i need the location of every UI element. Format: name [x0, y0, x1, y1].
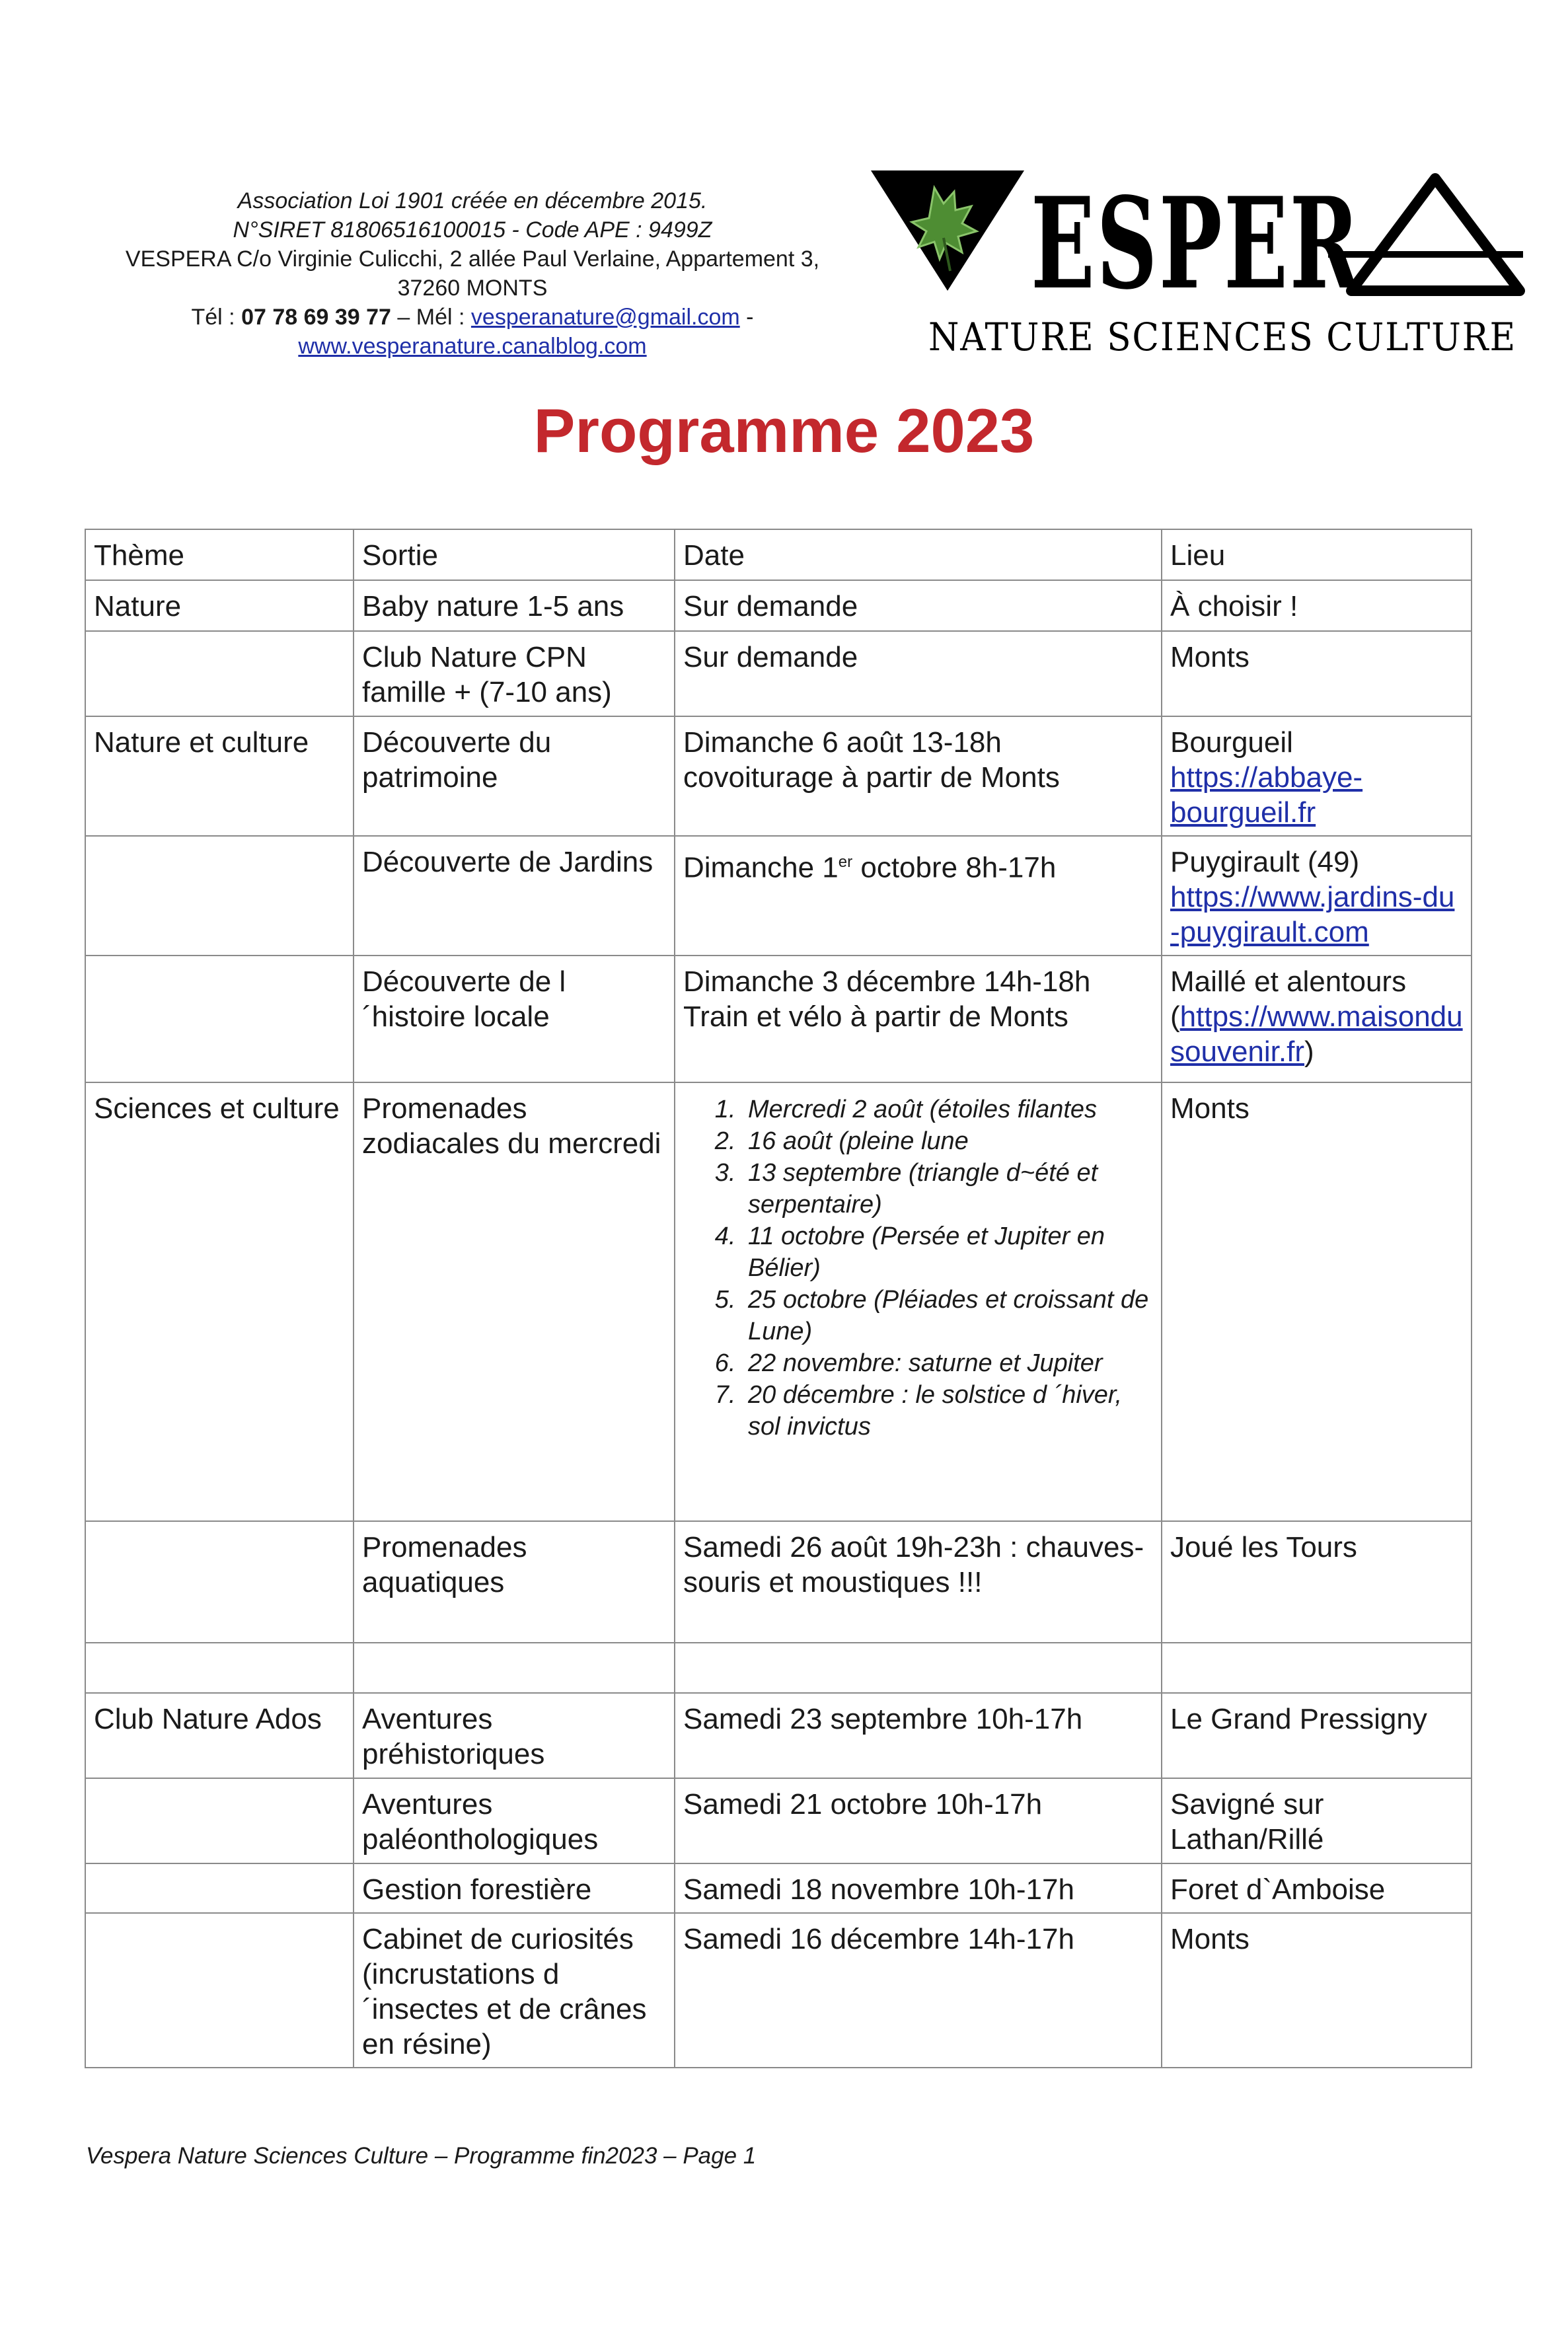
cell-sortie: Cabinet de curiosités (incrustations d ´insectes et de crânes en résine)	[354, 1913, 675, 2068]
cell-date	[675, 1082, 1162, 1521]
cell-lieu: Monts	[1162, 631, 1472, 716]
table-row	[85, 956, 1472, 1082]
table-header-row	[85, 529, 1472, 580]
cell-sortie: Découverte de Jardins	[354, 836, 675, 956]
cell-theme	[85, 836, 354, 956]
header-theme: Thème	[85, 529, 354, 580]
address-line: VESPERA C/o Virginie Culicchi, 2 allée Paul Verlaine, Appartement 3,	[125, 246, 820, 272]
table-row	[85, 836, 1472, 956]
list-item: 4. 11 octobre (Persée et Jupiter en Bélier)	[743, 1220, 1153, 1284]
cell-sortie: Découverte du patrimoine	[354, 716, 675, 836]
contact-line: Tél : 07 78 69 39 77 – Mél : vesperanature@gmail.com -	[191, 305, 754, 330]
cell-theme	[85, 631, 354, 716]
maison-souvenir-link[interactable]: https://www.maisondusouvenir.fr	[1170, 1000, 1463, 1068]
table-row	[85, 1082, 1472, 1521]
cell-date: Samedi 21 octobre 10h-17h	[675, 1778, 1162, 1863]
page-footer: Vespera Nature Sciences Culture – Programme fin2023 – Page 1	[86, 2143, 757, 2169]
cell-theme: Nature	[85, 580, 354, 631]
cell-date: Samedi 18 novembre 10h-17h	[675, 1863, 1162, 1913]
cell-sortie: Club Nature CPN famille + (7-10 ans)	[354, 631, 675, 716]
list-item: 5. 25 octobre (Pléiades et croissant de Lune)	[743, 1284, 1153, 1347]
list-item: 1. Mercredi 2 août (étoiles filantes	[743, 1094, 1153, 1125]
cell-theme: Nature et culture	[85, 716, 354, 836]
abbaye-link[interactable]: https://abbaye-bourgueil.fr	[1170, 761, 1363, 829]
table-row	[85, 631, 1472, 716]
cell-theme	[85, 1521, 354, 1643]
list-item: 2. 16 août (pleine lune	[743, 1125, 1153, 1157]
cell-sortie: Aventures préhistoriques	[354, 1693, 675, 1778]
cell-date: Samedi 23 septembre 10h-17h	[675, 1693, 1162, 1778]
cell-sortie: Promenades aquatiques	[354, 1521, 675, 1643]
cell-lieu: À choisir !	[1162, 580, 1472, 631]
list-item: 6. 22 novembre: saturne et Jupiter	[743, 1347, 1153, 1379]
cell-lieu: Monts	[1162, 1913, 1472, 2068]
logo-tagline: NATURE SCIENCES CULTURE	[928, 315, 1516, 359]
list-item: 7. 20 décembre : le solstice d ´hiver, sol invictus	[743, 1379, 1153, 1443]
city-line: 37260 MONTS	[397, 276, 548, 301]
cell-sortie: Gestion forestière	[354, 1863, 675, 1913]
table-row	[85, 1521, 1472, 1643]
cell-lieu: Monts	[1162, 1082, 1472, 1521]
cell-theme: Sciences et culture	[85, 1082, 354, 1521]
table-row	[85, 1863, 1472, 1913]
table-row	[85, 580, 1472, 631]
email-link[interactable]: vesperanature@gmail.com	[470, 305, 740, 330]
cell-sortie: Découverte de l´histoire locale	[354, 956, 675, 1082]
header-date: Date	[675, 529, 1162, 580]
cell-date: Sur demande	[675, 580, 1162, 631]
table-row-empty	[85, 1643, 1472, 1693]
cell-sortie: Baby nature 1-5 ans	[354, 580, 675, 631]
siret-line: N°SIRET 81806516100015 - Code APE : 9499Z	[233, 217, 712, 243]
cell-date: Dimanche 6 août 13-18h covoiturage à partir de Monts	[675, 716, 1162, 836]
table-row	[85, 1913, 1472, 2068]
cell-date: Sur demande	[675, 631, 1162, 716]
vespera-logo	[866, 165, 1533, 370]
cell-date: Samedi 16 décembre 14h-17h	[675, 1913, 1162, 2068]
cell-theme: Club Nature Ados	[85, 1693, 354, 1778]
svg-text:ESPER: ESPER	[1031, 170, 1361, 317]
cell-lieu: Le Grand Pressigny	[1162, 1693, 1472, 1778]
cell-date: Dimanche 1er octobre 8h-17h	[675, 836, 1162, 956]
header-lieu: Lieu	[1162, 529, 1472, 580]
list-item: 3. 13 septembre (triangle d~été et serpentaire)	[743, 1157, 1153, 1220]
header-sortie: Sortie	[354, 529, 675, 580]
cell-lieu: Savigné sur Lathan/Rillé	[1162, 1778, 1472, 1863]
cell-date: Samedi 26 août 19h-23h : chauves-souris et moustiques !!!	[675, 1521, 1162, 1643]
cell-lieu: Foret d`Amboise	[1162, 1863, 1472, 1913]
cell-lieu: Joué les Tours	[1162, 1521, 1472, 1643]
cell-lieu: Bourgueil https://abbaye-bourgueil.fr	[1162, 716, 1472, 836]
cell-sortie: Aventures paléonthologiques	[354, 1778, 675, 1863]
event-list	[683, 1094, 1153, 1443]
association-info	[99, 186, 846, 361]
cell-theme	[85, 1913, 354, 2068]
page-title: Programme 2023	[533, 396, 1035, 465]
program-table	[85, 529, 1472, 2068]
cell-lieu: Puygirault (49) https://www.jardins-du-puygirault.com	[1162, 836, 1472, 956]
association-line: Association Loi 1901 créée en décembre 2015.	[237, 188, 708, 213]
website-link[interactable]: www.vesperanature.canalblog.com	[298, 334, 647, 359]
cell-sortie: Promenades zodiacales du mercredi	[354, 1082, 675, 1521]
cell-date: Dimanche 3 décembre 14h-18h Train et vélo à partir de Monts	[675, 956, 1162, 1082]
phone-number: 07 78 69 39 77	[241, 305, 391, 330]
cell-lieu: Maillé et alentours (https://www.maisondusouvenir.fr)	[1162, 956, 1472, 1082]
table-row	[85, 716, 1472, 836]
cell-theme	[85, 1778, 354, 1863]
table-row	[85, 1693, 1472, 1778]
table-row	[85, 1778, 1472, 1863]
cell-theme	[85, 956, 354, 1082]
cell-theme	[85, 1863, 354, 1913]
jardins-link[interactable]: https://www.jardins-du-puygirault.com	[1170, 881, 1455, 948]
